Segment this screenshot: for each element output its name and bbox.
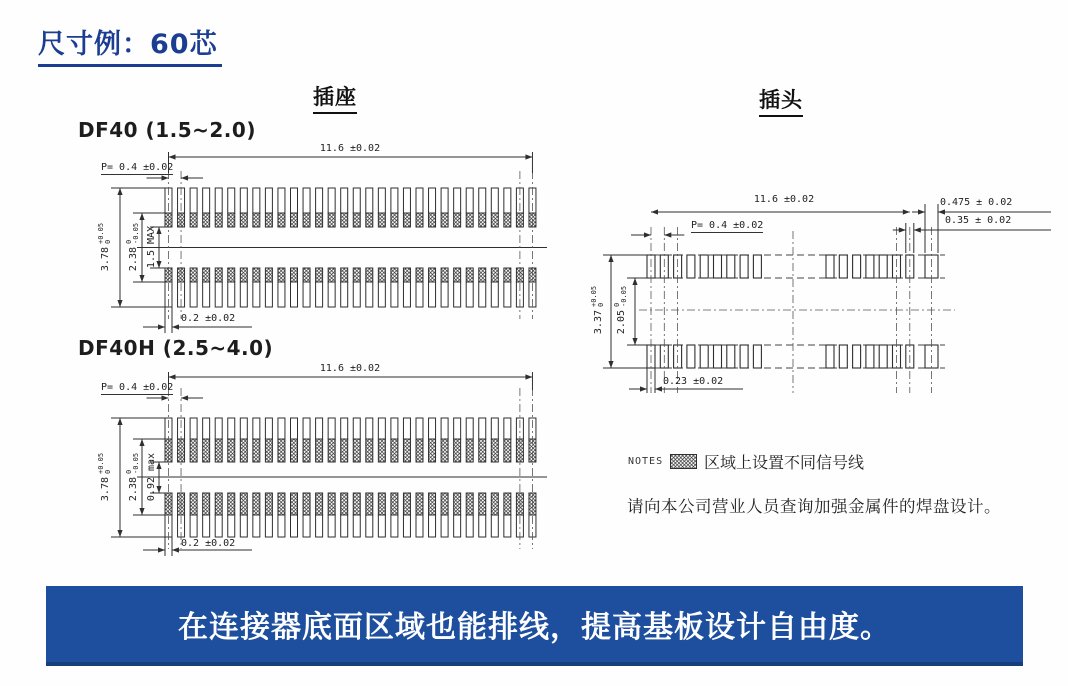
banner-text: 在连接器底面区域也能排线，提高基板设计自由度。 [178,610,891,645]
plug-endpad-dim: 0.475 ± 0.02 [940,197,1013,208]
plug-padwidth-dim: 0.23 ±0.02 [663,376,724,387]
plug-pitch-dim: P= 0.4 ±0.02 [691,220,764,231]
df40-label: DF40 (1.5~2.0) [78,118,256,142]
df40-dimension-drawing [85,143,575,345]
df40-overall-dim: 11.6 ±0.02 [319,143,381,154]
df40h-padwidth-dim: 0.2 ±0.02 [181,538,236,549]
notes-remark-text: 请向本公司营业人员查询加强金属件的焊盘设计。 [627,497,1001,516]
df40h-dimension-drawing [85,360,575,565]
crosshatch-legend-swatch [670,454,697,473]
df40h-pitch-dim: P= 0.4 ±0.02 [101,382,174,393]
plug-inner-dim: 2.05 0 -0.05 [612,285,628,335]
df40-gap-dim: 1.5 MAX [145,225,157,269]
df40-padwidth-dim: 0.2 ±0.02 [181,313,236,324]
page-title: 尺寸例：60芯 [38,22,222,67]
df40h-gap-dim: 0.92 max [145,452,157,502]
bottom-banner [46,586,1023,666]
df40-height-dim: 3.78 +0.05 0 [96,222,112,272]
df40h-height-dim: 3.78 +0.05 0 [96,452,112,502]
df40h-inner-dim: 2.38 0 -0.05 [124,452,140,502]
notes-legend-text: 区域上设置不同信号线 [704,453,865,472]
notes-label: NOTES [628,456,664,467]
column-header-receptacle: 插座 [313,81,357,114]
plug-dimension-drawing [589,193,1068,408]
df40-inner-dim: 2.38 0 -0.05 [124,222,140,272]
df40-pitch-dim: P= 0.4 ±0.02 [101,162,174,173]
column-header-plug: 插头 [759,84,803,117]
df40h-overall-dim: 11.6 ±0.02 [319,363,381,374]
plug-overall-dim: 11.6 ±0.02 [753,194,815,205]
plug-height-dim: 3.37 +0.05 0 [589,285,605,335]
df40h-label: DF40H (2.5~4.0) [78,336,274,360]
plug-nearendpad-dim: 0.35 ± 0.02 [945,215,1012,226]
